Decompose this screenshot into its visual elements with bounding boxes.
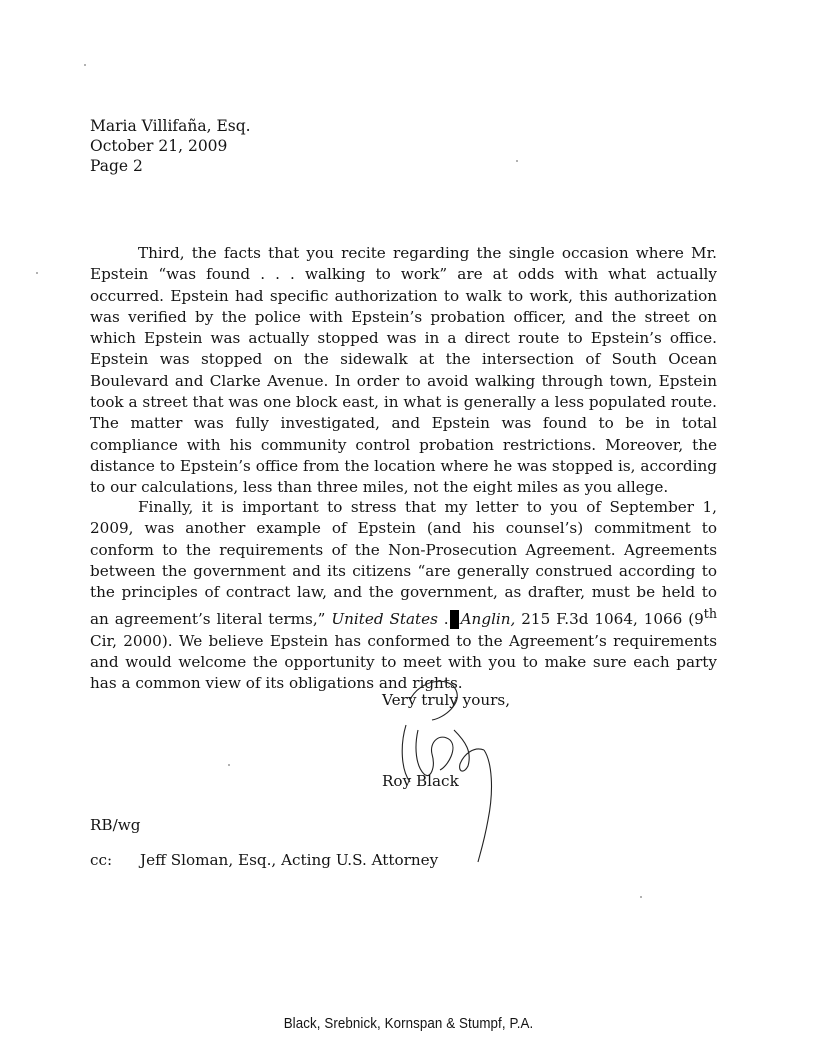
citation-text: 215 F.3d 1064, 1066 (9 xyxy=(521,610,704,629)
citation-text-end: Cir, 2000). xyxy=(90,631,173,650)
paragraph-third: Third, the facts that you recite regarding the single occasion where Mr. Epstein “was found . . . walking to work” are at odds with what actually occurred. Epstein had specific authorization to walk to work, this authorization was verified by the police with Epstein’s probation officer, and the street on which Epstein was actually stopped was in a direct route to Epstein’s office. Epstein was stopped on the sidewalk at the intersection of South Ocean Boulevard and Clarke Avenue. In order to avoid walking through town, Epstein took a street that was one block east, in what is generally a less populated route. The matter was fully investigated, and Epstein was found to be in total compliance with his community control probation restrictions. Moreover, the distance to Epstein’s office from the location where he was stopped is, according to our calculations, less than three miles, not the eight miles as you allege. xyxy=(90,244,717,497)
scan-speck xyxy=(640,896,642,898)
case-separator: . xyxy=(443,610,449,629)
scan-speck xyxy=(516,160,518,162)
cc-recipient: Jeff Sloman, Esq., Acting U.S. Attorney xyxy=(140,851,439,869)
page-number: Page 2 xyxy=(90,157,143,175)
firm-footer: Black, Srebnick, Kornspan & Stumpf, P.A. xyxy=(283,1016,534,1032)
letter-header xyxy=(90,116,251,176)
handwritten-signature xyxy=(374,670,514,870)
scan-speck xyxy=(84,64,86,66)
case-party-2: Anglin, xyxy=(460,610,516,629)
letter-date: October 21, 2009 xyxy=(90,137,228,155)
citation-superscript: th xyxy=(703,606,718,622)
scan-speck xyxy=(228,764,230,766)
closing-salutation: Very truly yours, xyxy=(382,691,511,709)
signer-name: Roy Black xyxy=(382,772,459,790)
case-party-1: United States xyxy=(331,610,438,629)
cc-line xyxy=(90,851,438,869)
typist-initials: RB/wg xyxy=(90,816,141,834)
recipient-name: Maria Villifaña, Esq. xyxy=(90,117,251,135)
cc-label: cc: xyxy=(90,851,113,869)
scan-speck xyxy=(36,272,38,274)
paragraph-finally-text-end: We believe Epstein has conformed to the Agreement’s requirements and would welcome the opportunity to meet with you to make sure each party has a common view of its obligations and rights. xyxy=(90,631,717,693)
paragraph-finally xyxy=(90,497,717,695)
paragraph-finally-text-start: Finally, it is important to stress that my letter to you of September 1, 2009, was another example of Epstein (and his counsel’s) commitment to conform to the requirements of the Non-Prosecution Agreement. Agreements between the government and its citizens “are generally construed according to the principles of contract law, and the government, as drafter, must be held to an agreement’s literal terms,” xyxy=(90,498,717,629)
redaction-mark xyxy=(450,610,459,629)
